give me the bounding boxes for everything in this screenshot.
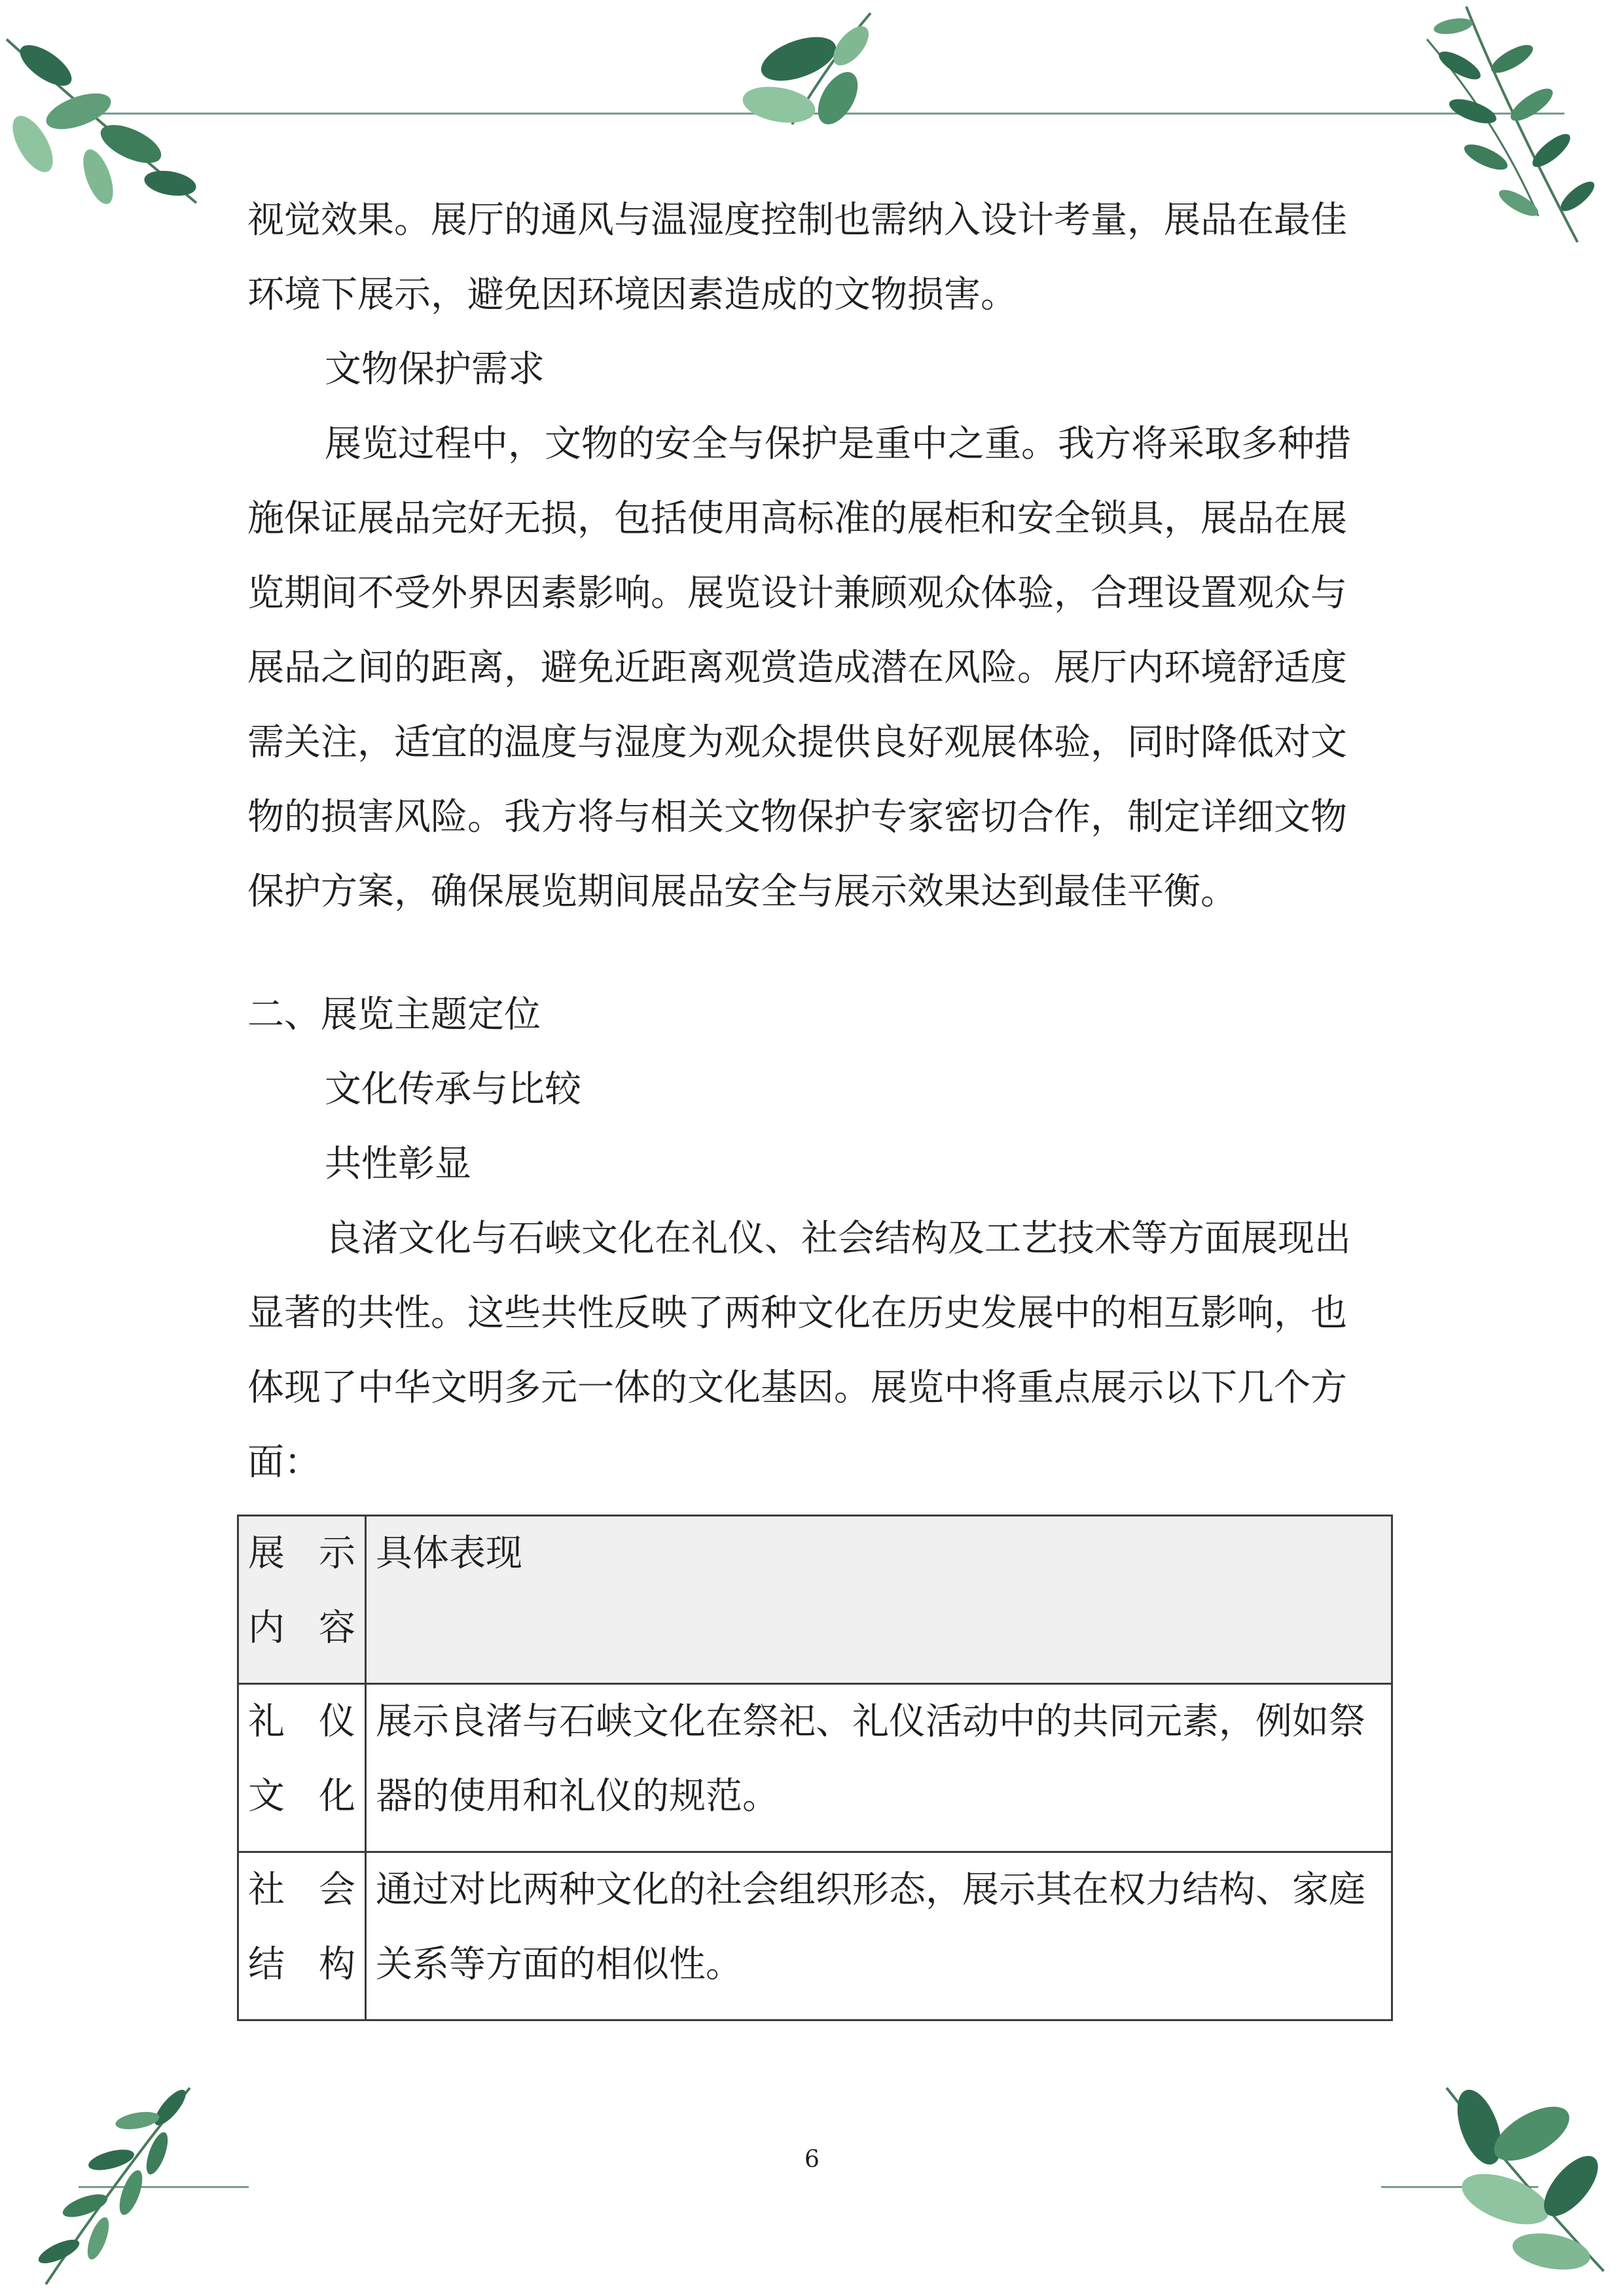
subheading-commonality: 共性彰显 (325, 1143, 471, 1185)
table-row (238, 1852, 1392, 2020)
subheading-cultural-heritage: 文化传承与比较 (325, 1068, 581, 1111)
leaf-branch-top-left-icon (0, 26, 209, 223)
paragraph: 良渚文化与石峡文化在礼仪、社会结构及工艺技术等方面展现出显著的共性。这些共性反映了两种文化在历史发展中的相互影响，也体现了中华文明多元一体的文化基因。展览中将重点展示以下几个方面： (247, 1217, 1351, 1484)
page-number: 6 (804, 2146, 820, 2173)
leaf-branch-top-center-icon (733, 7, 884, 137)
table-row (238, 1684, 1392, 1852)
table-cell: 社会结构 (238, 1852, 366, 2020)
table-header-cell: 展示内容 (238, 1516, 366, 1684)
body-text-top (247, 183, 1380, 1500)
subheading-relic-protection: 文物保护需求 (325, 348, 545, 391)
table-header-cell: 具体表现 (366, 1516, 1392, 1684)
leaf-branch-bottom-right-icon (1420, 2075, 1617, 2291)
paragraph: 视觉效果。展厅的通风与温湿度控制也需纳入设计考量，展品在最佳环境下展示，避免因环境因素造成的文物损害。 (247, 199, 1347, 316)
exhibition-content-table (237, 1515, 1393, 2021)
fern-branch-top-right-icon (1388, 0, 1610, 249)
table-cell: 通过对比两种文化的社会组织形态，展示其在权力结构、家庭关系等方面的相似性。 (366, 1852, 1392, 2020)
paragraph: 展览过程中，文物的安全与保护是重中之重。我方将采取多种措施保证展品完好无损，包括使用高标准的展柜和安全锁具，展品在展览期间不受外界因素影响。展览设计兼顾观众体验，合理设置观众与展品之间的距离，避免近距离观赏造成潜在风险。展厅内环境舒适度需关注，适宜的温度与湿度为观众提供良好观展体验，同时降低对文物的损害风险。我方将与相关文物保护专家密切合作，制定详细文物保护方案，确保展览期间展品安全与展示效果达到最佳平衡。 (247, 423, 1351, 913)
table-cell: 礼仪文化 (238, 1684, 366, 1852)
paragraph-gap (247, 929, 1380, 978)
table-header-row (238, 1516, 1392, 1684)
section-heading: 二、展览主题定位 (247, 994, 541, 1036)
leaf-branch-bottom-left-icon (20, 2081, 203, 2291)
table-cell: 展示良渚与石峡文化在祭祀、礼仪活动中的共同元素，例如祭器的使用和礼仪的规范。 (366, 1684, 1392, 1852)
